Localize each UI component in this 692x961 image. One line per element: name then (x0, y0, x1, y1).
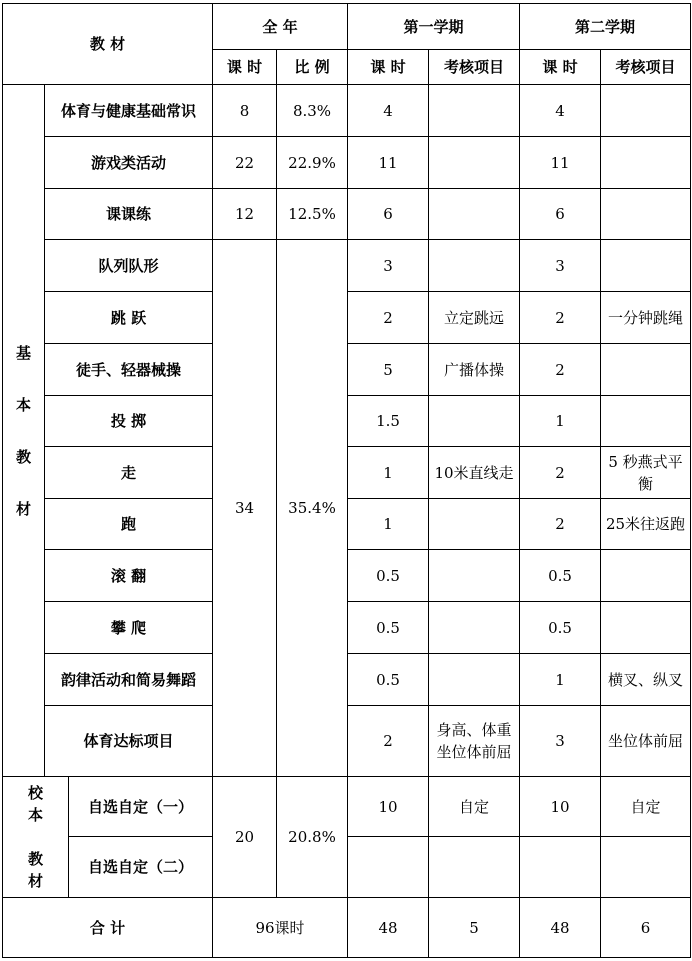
row-item: 跳 跃 (44, 291, 213, 344)
row-t1-hours: 0.5 (347, 601, 429, 654)
row-t2-hours: 0.5 (519, 601, 601, 654)
total-t1-hours: 48 (347, 897, 429, 958)
header-t2-hours: 课 时 (519, 49, 601, 85)
row-t2-hours: 2 (519, 343, 601, 396)
row-item: 走 (44, 446, 213, 499)
row-t2-hours: 0.5 (519, 549, 601, 602)
row-t1-hours: 1 (347, 498, 429, 550)
row-item: 队列队形 (44, 239, 213, 292)
row-ratio: 22.9% (276, 136, 348, 189)
school-row-item: 自选自定（一） (68, 776, 213, 837)
row-t1-hours: 1 (347, 446, 429, 499)
row-t2-exam (600, 549, 691, 602)
school-row-t1-exam (428, 836, 520, 898)
header-full-year: 全 年 (212, 3, 348, 50)
header-t2-exam: 考核项目 (600, 49, 691, 85)
school-row-t2-hours: 10 (519, 776, 601, 837)
row-t1-hours: 0.5 (347, 549, 429, 602)
row-t1-exam: 立定跳远 (428, 291, 520, 344)
row-t2-hours: 2 (519, 446, 601, 499)
row-t2-hours: 2 (519, 498, 601, 550)
row-item: 课课练 (44, 188, 213, 240)
total-label: 合 计 (2, 897, 213, 958)
row-hours: 8 (212, 84, 277, 137)
row-t2-hours: 2 (519, 291, 601, 344)
row-hours: 12 (212, 188, 277, 240)
row-t1-exam: 身高、体重坐位体前屈 (428, 705, 520, 777)
row-t1-exam: 广播体操 (428, 343, 520, 396)
total-t2-exam: 6 (600, 897, 691, 958)
row-t2-hours: 3 (519, 239, 601, 292)
header-term2: 第二学期 (519, 3, 691, 50)
row-t2-exam (600, 601, 691, 654)
row-t1-hours: 2 (347, 705, 429, 777)
row-item: 滚 翻 (44, 549, 213, 602)
row-t2-exam: 一分钟跳绳 (600, 291, 691, 344)
row-t1-hours: 11 (347, 136, 429, 189)
total-t1-exam: 5 (428, 897, 520, 958)
row-item: 攀 爬 (44, 601, 213, 654)
section-school-label: 校 本 教 材 (2, 776, 69, 898)
row-t2-exam: 25米往返跑 (600, 498, 691, 550)
header-material: 教 材 (2, 3, 213, 85)
row-t2-hours: 1 (519, 395, 601, 447)
row-t2-hours: 3 (519, 705, 601, 777)
school-row-t1-hours: 10 (347, 776, 429, 837)
row-t2-exam (600, 239, 691, 292)
row-t1-hours: 2 (347, 291, 429, 344)
row-t2-exam: 5 秒燕式平衡 (600, 446, 691, 499)
school-row-t1-exam: 自定 (428, 776, 520, 837)
total-t2-hours: 48 (519, 897, 601, 958)
header-term1: 第一学期 (347, 3, 520, 50)
school-row-item: 自选自定（二） (68, 836, 213, 898)
row-t1-exam (428, 136, 520, 189)
row-t2-exam: 坐位体前屈 (600, 705, 691, 777)
total-hours: 96课时 (212, 897, 348, 958)
school-row-t2-exam: 自定 (600, 776, 691, 837)
school-merged-hours: 20 (212, 776, 277, 898)
row-item: 体育达标项目 (44, 705, 213, 777)
row-t2-hours: 4 (519, 84, 601, 137)
row-t2-exam (600, 395, 691, 447)
row-t2-hours: 11 (519, 136, 601, 189)
row-t1-hours: 1.5 (347, 395, 429, 447)
row-t1-hours: 6 (347, 188, 429, 240)
row-t1-exam (428, 549, 520, 602)
row-item: 跑 (44, 498, 213, 550)
row-t2-exam (600, 188, 691, 240)
row-t2-hours: 1 (519, 653, 601, 706)
row-item: 韵律活动和简易舞蹈 (44, 653, 213, 706)
row-t1-exam (428, 653, 520, 706)
school-row-t2-hours (519, 836, 601, 898)
header-ratio: 比 例 (276, 49, 348, 85)
row-t1-hours: 3 (347, 239, 429, 292)
row-t1-exam (428, 601, 520, 654)
row-item: 徒手、轻器械操 (44, 343, 213, 396)
basic-merged-ratio: 35.4% (276, 239, 348, 777)
row-t1-hours: 0.5 (347, 653, 429, 706)
row-hours: 22 (212, 136, 277, 189)
row-t1-exam: 10米直线走 (428, 446, 520, 499)
row-t2-hours: 6 (519, 188, 601, 240)
header-t1-hours: 课 时 (347, 49, 429, 85)
row-t2-exam (600, 343, 691, 396)
basic-merged-hours: 34 (212, 239, 277, 777)
row-t2-exam (600, 136, 691, 189)
school-row-t1-hours (347, 836, 429, 898)
row-t1-hours: 4 (347, 84, 429, 137)
row-t1-exam (428, 395, 520, 447)
row-ratio: 8.3% (276, 84, 348, 137)
row-t2-exam (600, 84, 691, 137)
row-ratio: 12.5% (276, 188, 348, 240)
row-t1-exam (428, 498, 520, 550)
row-item: 投 掷 (44, 395, 213, 447)
row-t2-exam: 横叉、纵叉 (600, 653, 691, 706)
row-t1-hours: 5 (347, 343, 429, 396)
row-t1-exam (428, 188, 520, 240)
section-basic-label: 基 本 教 材 (2, 84, 45, 777)
header-hours: 课 时 (212, 49, 277, 85)
header-t1-exam: 考核项目 (428, 49, 520, 85)
school-row-t2-exam (600, 836, 691, 898)
row-t1-exam (428, 239, 520, 292)
row-item: 游戏类活动 (44, 136, 213, 189)
school-merged-ratio: 20.8% (276, 776, 348, 898)
row-item: 体育与健康基础常识 (44, 84, 213, 137)
row-t1-exam (428, 84, 520, 137)
